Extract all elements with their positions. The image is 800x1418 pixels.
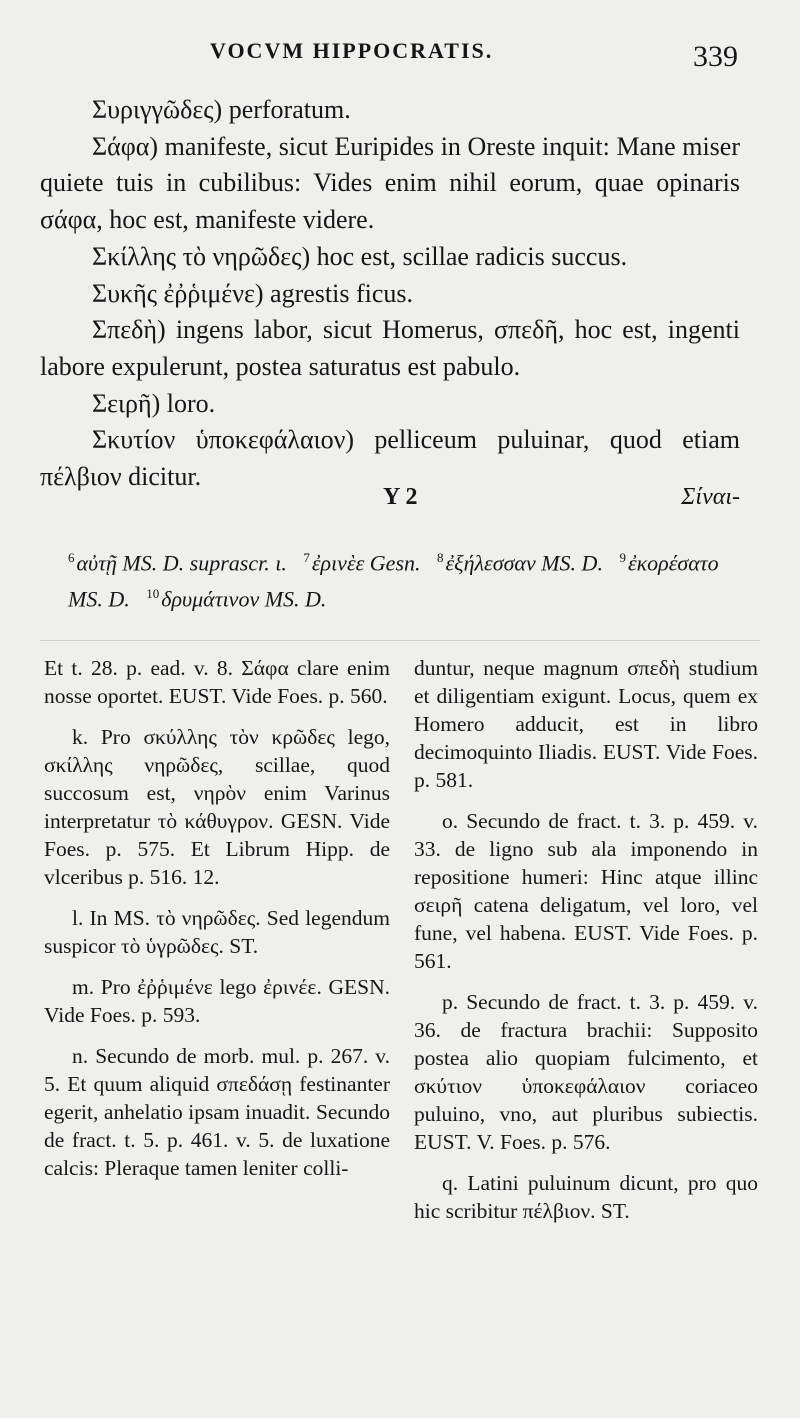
page-header — [0, 38, 800, 88]
entry-skytion: Σκυτίον ὑποκεφάλαιον) pelliceum puluinar, quod etiam πέλβιον dicitur. — [40, 425, 740, 492]
footnote-number: 7 — [303, 550, 310, 565]
note-sapha: Et t. 28. p. ead. v. 8. Σάφα clare enim nosse oportet. EUST. Vide Foes. p. 560. — [44, 656, 390, 708]
footnote-text: ἐκορέσατο MS. D. — [68, 550, 719, 612]
footnote-number: 6 — [68, 550, 75, 565]
notes-column-right — [414, 654, 758, 1238]
page-number: 339 — [693, 40, 738, 73]
entry-spoude: Σπεδὴ) ingens labor, sicut Homerus, σπεδῆ, hoc est, ingenti labore expulerunt, postea saturatus est pabulo. — [40, 315, 740, 381]
entry-sapha: Σάφα) manifeste, sicut Euripides in Oreste inquit: Mane miser quiete tuis in cubilibus: Vides enim nihil eorum, quae opinaris σάφα, hoc est, manifeste videre. — [40, 131, 740, 235]
note-l: l. In MS. τὸ νηρῶδες. Sed legendum suspicor τὸ ὑγρῶδες. ST. — [44, 906, 390, 958]
footnote-text: ἐξήλεσσαν MS. D. — [445, 550, 603, 576]
footnote-text: ἐρινὲε Gesn. — [311, 550, 421, 576]
running-title: VOCVM HIPPOCRATIS. — [210, 38, 494, 63]
footnote-number: 8 — [437, 550, 444, 565]
note-k: k. Pro σκύλλης τὸν κρῶδες lego, σκίλλης νηρῶδες, scillae, quod succosum est, νηρὸν enim Varinus interpretatur τὸ κάθυγρον. GESN. Vide Foes. p. 575. Et Librum Hipp. de vlceribus p. 516. 12. — [44, 725, 390, 889]
column-divider-rule — [40, 640, 760, 641]
entry-skilles: Σκίλλης τὸ νηρῶδες) hoc est, scillae radicis succus. — [92, 241, 628, 271]
entry-seire: Σειρῆ) loro. — [92, 388, 216, 418]
note-p: p. Secundo de fract. t. 3. p. 459. v. 36. de fractura brachii: Supposito postea alio quopiam fulcimento, et σκύτιον ὑποκεφάλαιον coriaceo puluino, vno, aut pluribus subiectis. EUST. V. Foes. p. 576. — [414, 990, 758, 1154]
catchword: Σίναι- — [681, 484, 740, 510]
entry-sykes: Συκῆς ἐῤῥιμένε) agrestis ficus. — [92, 278, 414, 308]
footnote-number: 9 — [619, 550, 626, 565]
footnote-line — [68, 542, 743, 615]
note-o: o. Secundo de fract. t. 3. p. 459. v. 33. de ligno sub ala imponendo in repositione humeri: Hinc atque illinc σειρῆ catena deligatum, vel loro, vel fune, vel habena. EUST. Vide Foes. p. 561. — [414, 809, 758, 973]
footnotes — [68, 542, 743, 615]
note-m: m. Pro ἐῤῥιμένε lego ἐρινέε. GESN. Vide Foes. p. 593. — [44, 975, 390, 1027]
footnote-number: 10 — [146, 586, 160, 602]
signature-mark: Y 2 — [383, 484, 418, 510]
entry-syriggodes: Συριγγῶδες) perforatum. — [92, 95, 351, 124]
signature-line — [40, 484, 740, 518]
main-text — [40, 92, 740, 496]
note-n-continued: duntur, neque magnum σπεδὴ studium et diligentiam exigunt. Locus, quem ex Homero adducit, est in libro decimoquinto Iliadis. EUST. Vide Foes. p. 581. — [414, 656, 758, 792]
notes-column-left — [44, 654, 390, 1195]
note-q: q. Latini puluinum dicunt, pro quo hic scribitur πέλβιον. ST. — [414, 1171, 758, 1223]
footnote-text: δρυμάτινον MS. D. — [161, 586, 327, 612]
footnote-text: αὐτῇ MS. D. suprascr. ι. — [76, 550, 287, 576]
note-n: n. Secundo de morb. mul. p. 267. v. 5. Et quum aliquid σπεδάσῃ festinanter egerit, anhelatio ipsam inuadit. Secundo de fract. t. 5. p. 461. v. 5. de luxatione calcis: Pleraque tamen leniter colli- — [44, 1044, 390, 1180]
